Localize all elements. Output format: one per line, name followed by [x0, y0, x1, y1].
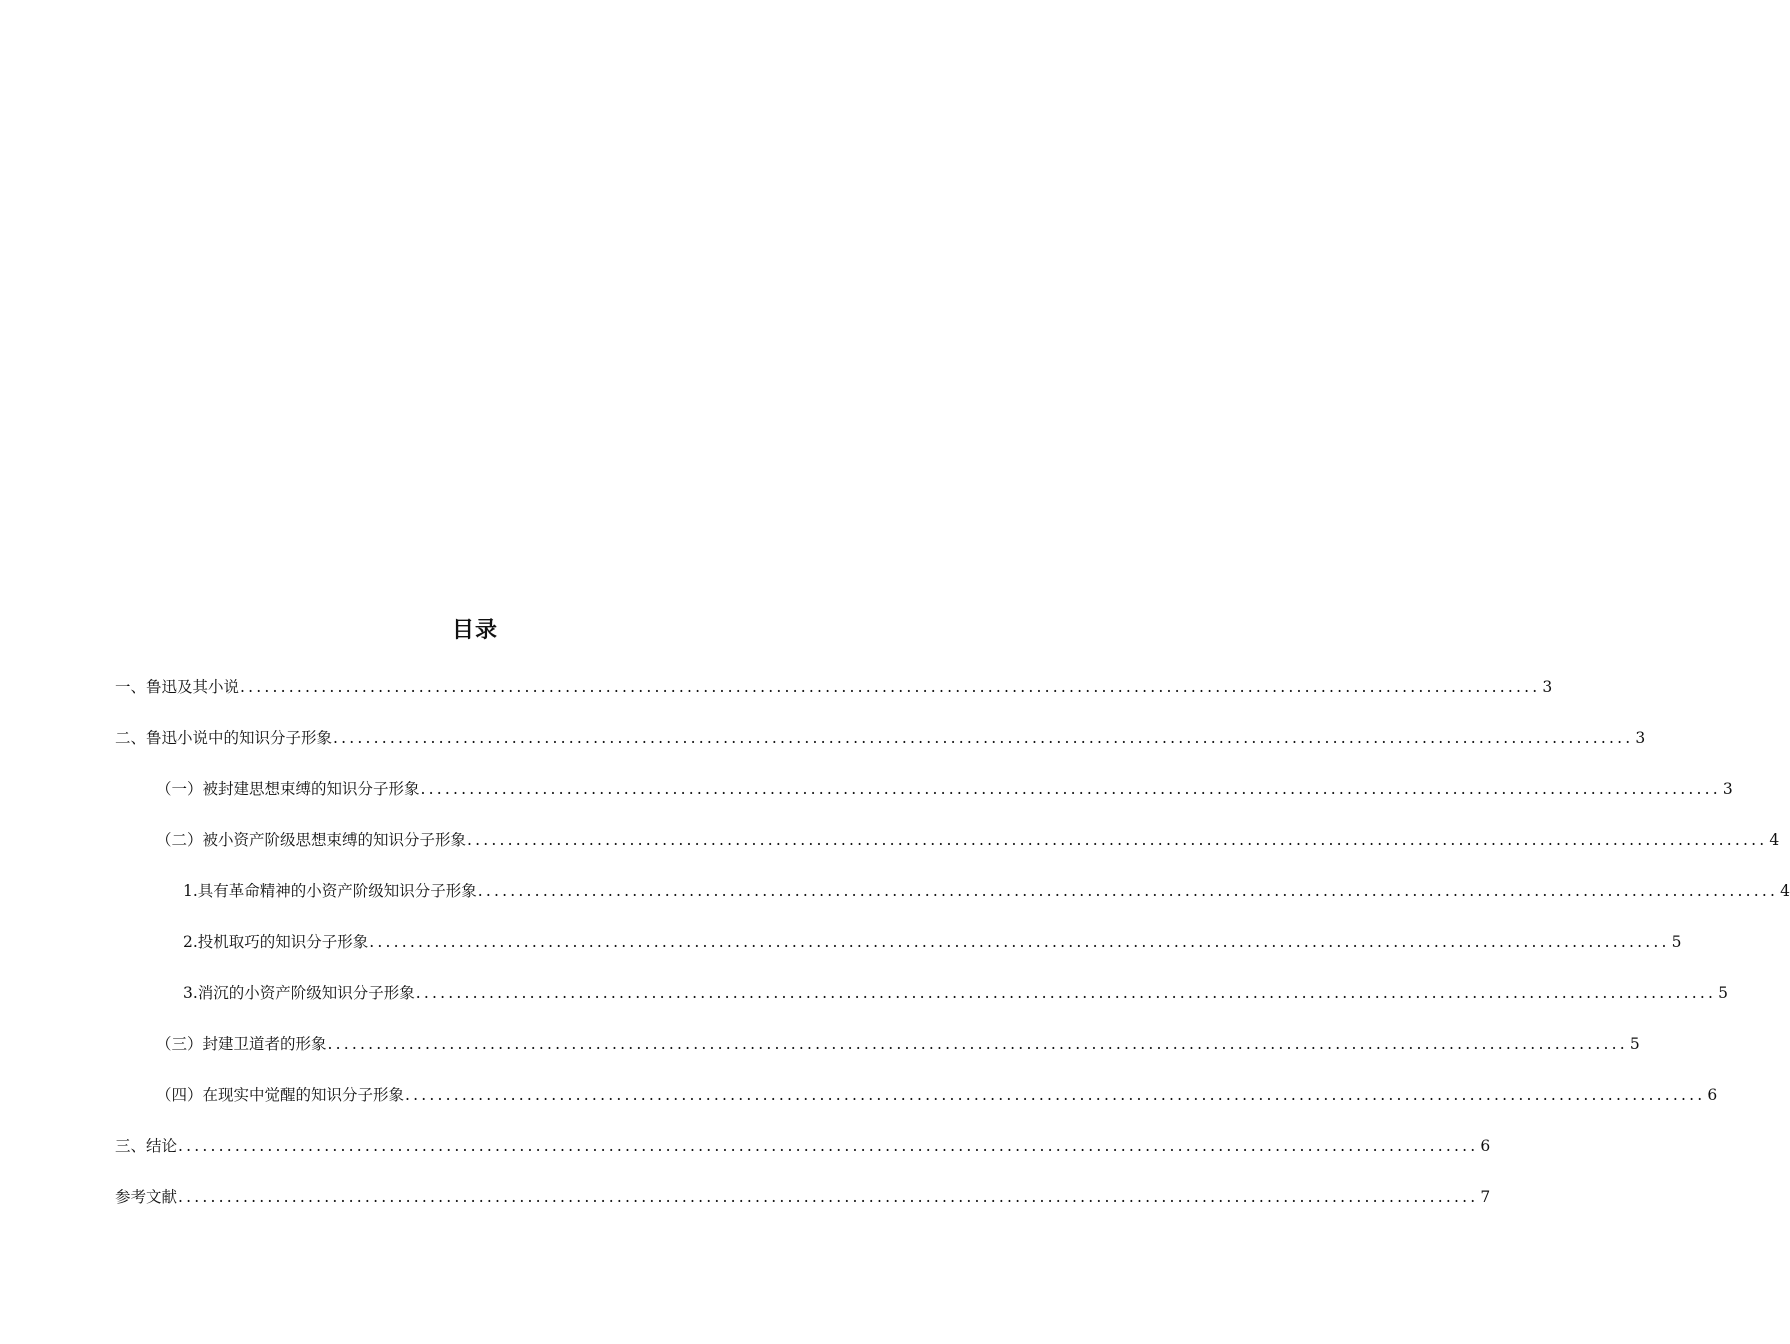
toc-title: 目录 — [451, 618, 498, 643]
toc-entry[interactable] — [183, 878, 1790, 904]
toc-leader-dots: ................................................................................................................................................................ — [415, 984, 1717, 1002]
toc-entry-label: 1.具有革命精神的小资产阶级知识分子形象 — [183, 882, 477, 900]
toc-leader-dots: ................................................................................................................................................................ — [405, 1086, 1706, 1104]
toc-entry[interactable] — [115, 1184, 1491, 1210]
toc-entry[interactable] — [115, 725, 1646, 751]
toc-entry[interactable] — [156, 1082, 1718, 1108]
toc-page-number: 4 — [1780, 882, 1790, 900]
toc-entry[interactable] — [156, 1031, 1640, 1057]
toc-page-number: 3 — [1635, 729, 1646, 747]
toc-entry[interactable] — [183, 980, 1728, 1006]
toc-entry-label: 参考文献 — [115, 1188, 178, 1206]
toc-leader-dots: ................................................................................................................................................................ — [467, 831, 1768, 849]
toc-entry[interactable] — [115, 1133, 1491, 1159]
toc-page-number: 3 — [1722, 780, 1733, 798]
toc-leader-dots: ................................................................................................................................................................ — [178, 1137, 1479, 1155]
toc-entry[interactable] — [115, 674, 1553, 700]
toc-entry[interactable] — [156, 776, 1733, 802]
toc-leader-dots: ................................................................................................................................................................ — [420, 780, 1721, 798]
toc-leader-dots: ................................................................................................................................................................ — [240, 678, 1541, 696]
toc-entry-label: （四）在现实中觉醒的知识分子形象 — [156, 1086, 405, 1104]
toc-leader-dots: ................................................................................................................................................................ — [369, 933, 1670, 951]
toc-entry-label: （二）被小资产阶级思想束缚的知识分子形象 — [156, 831, 467, 849]
toc-page-number: 5 — [1629, 1035, 1640, 1053]
toc-page-number: 3 — [1542, 678, 1553, 696]
toc-page-number: 5 — [1718, 984, 1728, 1002]
toc-entry-label: 2.投机取巧的知识分子形象 — [183, 933, 369, 951]
toc-entry[interactable] — [183, 929, 1682, 955]
toc-leader-dots: ................................................................................................................................................................ — [327, 1035, 1628, 1053]
toc-leader-dots: ................................................................................................................................................................ — [477, 882, 1779, 900]
toc-page-number: 6 — [1707, 1086, 1718, 1104]
toc-entry-label: （一）被封建思想束缚的知识分子形象 — [156, 780, 420, 798]
toc-entry-label: 一、鲁迅及其小说 — [115, 678, 240, 696]
toc-page-number: 7 — [1480, 1188, 1491, 1206]
toc-entry-label: 3.消沉的小资产阶级知识分子形象 — [183, 984, 415, 1002]
toc-page-number: 4 — [1769, 831, 1780, 849]
toc-page-number: 5 — [1671, 933, 1682, 951]
toc-entry[interactable] — [156, 827, 1780, 853]
toc-entry-label: 三、结论 — [115, 1137, 178, 1155]
toc-entry-label: 二、鲁迅小说中的知识分子形象 — [115, 729, 333, 747]
toc-page-number: 6 — [1480, 1137, 1491, 1155]
toc-leader-dots: ................................................................................................................................................................ — [333, 729, 1634, 747]
toc-leader-dots: ................................................................................................................................................................ — [178, 1188, 1479, 1206]
toc-entry-label: （三）封建卫道者的形象 — [156, 1035, 327, 1053]
